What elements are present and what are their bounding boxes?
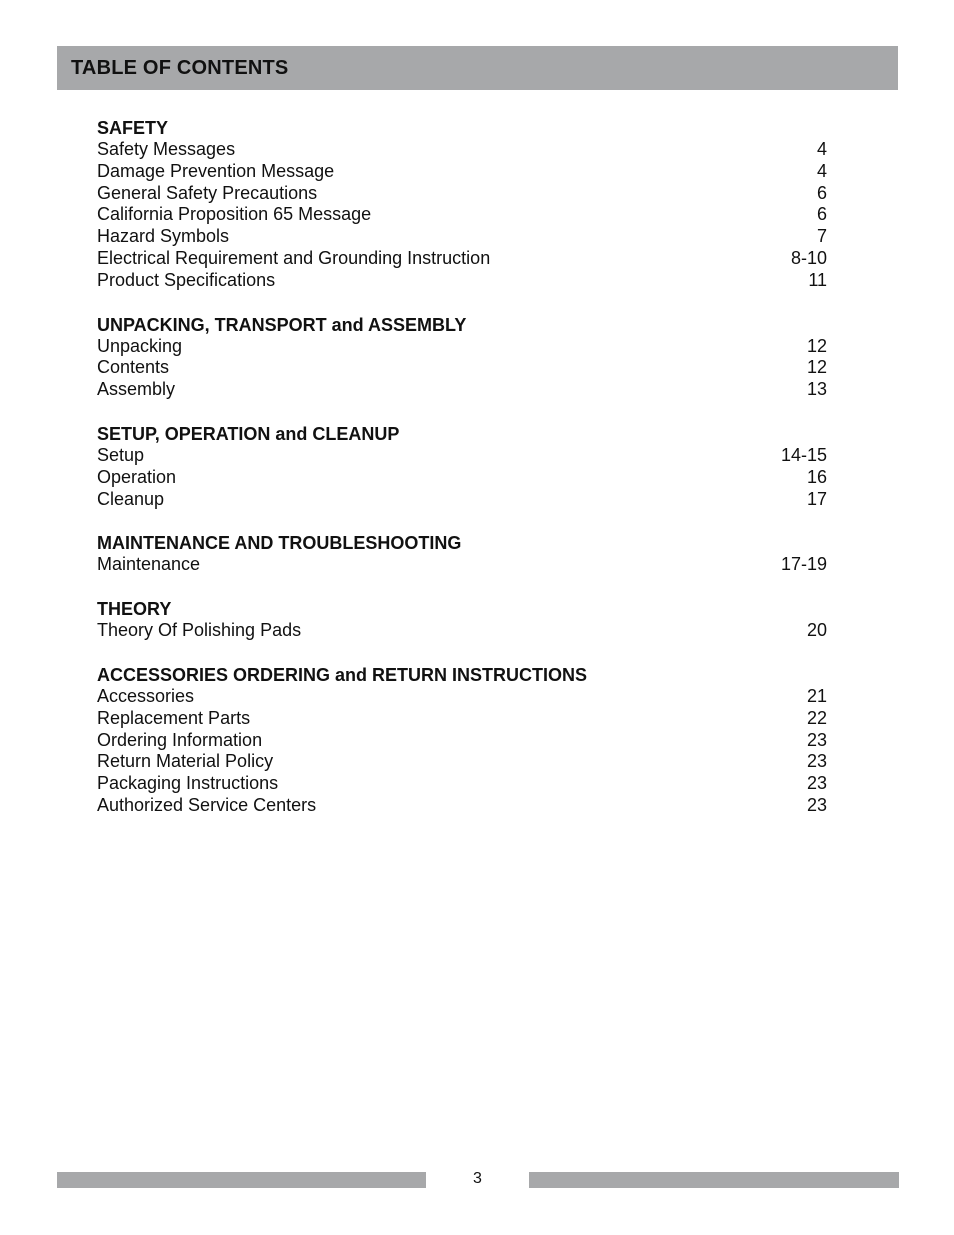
section-heading: UNPACKING, TRANSPORT and ASSEMBLY [97, 314, 467, 335]
entry-page-number: 4 [816, 160, 827, 181]
toc-entry[interactable] [97, 554, 827, 576]
toc-section [97, 598, 827, 642]
entry-page-number: 4 [816, 139, 827, 159]
entry-label: Contents [97, 357, 170, 378]
toc-section [97, 532, 827, 576]
entry-page-number: 8-10 [790, 247, 827, 268]
entry-page-number: 7 [816, 226, 827, 247]
entry-page-number: 12 [806, 357, 827, 378]
toc-section [97, 314, 827, 401]
entry-label: Theory Of Polishing Pads [97, 620, 302, 641]
toc-entry[interactable] [97, 357, 827, 379]
entry-page-number: 17-19 [780, 554, 827, 575]
toc-entry[interactable] [97, 686, 827, 708]
footer-bar-left [57, 1172, 426, 1188]
toc-entry[interactable] [97, 139, 827, 161]
entry-page-number: 23 [806, 729, 827, 750]
entry-label: Assembly [97, 379, 176, 400]
entry-label: Return Material Policy [97, 751, 274, 772]
toc-entry[interactable] [97, 730, 827, 752]
toc-entry[interactable] [97, 751, 827, 773]
toc-entry[interactable] [97, 773, 827, 795]
toc-section [97, 423, 827, 510]
toc-entry[interactable] [97, 467, 827, 489]
entry-label: Maintenance [97, 554, 201, 575]
toc-entry[interactable] [97, 708, 827, 730]
entry-page-number: 16 [806, 466, 827, 487]
table-of-contents [97, 117, 827, 839]
entry-label: Setup [97, 444, 145, 465]
entry-label: Safety Messages [97, 139, 236, 159]
toc-section [97, 117, 827, 292]
toc-entry[interactable] [97, 445, 827, 467]
toc-entry[interactable] [97, 161, 827, 183]
page-number: 3 [473, 1170, 482, 1187]
entry-label: Packaging Instructions [97, 773, 279, 794]
entry-page-number: 23 [806, 751, 827, 772]
entry-label: Accessories [97, 685, 195, 706]
entry-label: Authorized Service Centers [97, 794, 317, 815]
toc-section [97, 664, 827, 817]
entry-page-number: 6 [816, 204, 827, 225]
entry-page-number: 22 [806, 707, 827, 728]
entry-label: Product Specifications [97, 269, 276, 290]
entry-page-number: 6 [816, 182, 827, 203]
toc-entry[interactable] [97, 183, 827, 205]
toc-entry[interactable] [97, 248, 827, 270]
entry-page-number: 11 [808, 269, 827, 290]
toc-entry[interactable] [97, 795, 827, 817]
entry-label: General Safety Precautions [97, 182, 318, 203]
section-heading: MAINTENANCE AND TROUBLESHOOTING [97, 533, 462, 554]
entry-label: Ordering Information [97, 729, 263, 750]
entry-page-number: 21 [806, 685, 827, 706]
page-title: TABLE OF CONTENTS [71, 57, 289, 79]
entry-page-number: 13 [806, 379, 827, 400]
toc-entry[interactable] [97, 620, 827, 642]
entry-page-number: 17 [806, 488, 827, 509]
entry-page-number: 20 [806, 620, 827, 641]
entry-page-number: 14-15 [780, 444, 827, 465]
entry-page-number: 23 [806, 794, 827, 815]
entry-label: Operation [97, 466, 177, 487]
section-heading: THEORY [97, 599, 172, 620]
entry-label: Damage Prevention Message [97, 160, 335, 181]
toc-entry[interactable] [97, 270, 827, 292]
entry-label: Unpacking [97, 335, 183, 356]
entry-label: Replacement Parts [97, 707, 251, 728]
entry-label: Electrical Requirement and Grounding Instruction [97, 247, 491, 268]
entry-label: California Proposition 65 Message [97, 204, 372, 225]
toc-entry[interactable] [97, 379, 827, 401]
entry-label: Hazard Symbols [97, 226, 230, 247]
section-heading: SAFETY [97, 118, 169, 138]
toc-entry[interactable] [97, 336, 827, 358]
toc-entry[interactable] [97, 204, 827, 226]
section-heading: ACCESSORIES ORDERING and RETURN INSTRUCTIONS [97, 664, 588, 685]
section-heading: SETUP, OPERATION and CLEANUP [97, 423, 400, 444]
toc-entry[interactable] [97, 489, 827, 511]
toc-entry[interactable] [97, 226, 827, 248]
header-bar [57, 46, 898, 90]
entry-page-number: 23 [806, 773, 827, 794]
entry-label: Cleanup [97, 488, 165, 509]
footer-bar-right [529, 1172, 899, 1188]
entry-page-number: 12 [806, 335, 827, 356]
